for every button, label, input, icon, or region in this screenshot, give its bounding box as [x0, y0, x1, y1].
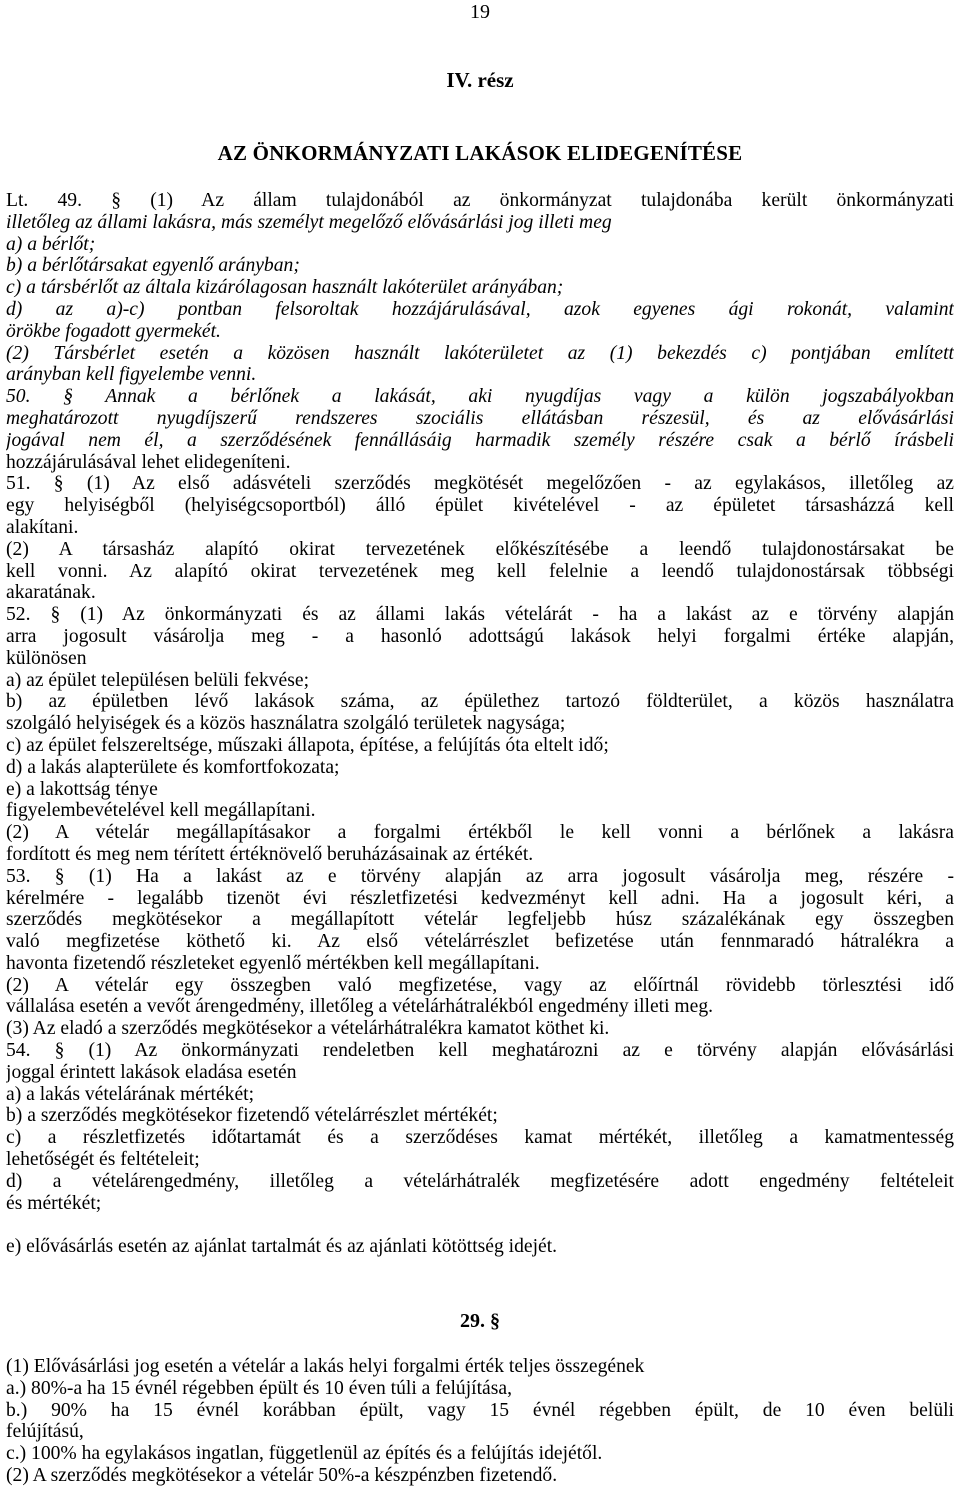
text-line: [6, 1214, 954, 1236]
text-line: (2) Társbérlet esetén a közösen használt lakóterületet az (1) bekezdés c) pontjában említett: [6, 342, 954, 364]
text-line: d) az a)-c) pontban felsoroltak hozzájárulásával, azok egyenes ági rokonát, valamint: [6, 298, 954, 320]
text-line: 52. § (1) Az önkormányzati és az állami lakás vételárát - ha a lakást az e törvény alapján: [6, 604, 954, 626]
document-body: [6, 190, 954, 1258]
text-line: kell vonni. Az alapító okirat tervezetének meg kell felelnie a leendő tulajdonostársak többségi: [6, 560, 954, 582]
text-line: (2) A szerződés megkötésekor a vételár 50%-a készpénzben fizetendő.: [6, 1464, 558, 1486]
text-line: b.) 90% ha 15 évnél korábban épült, vagy 15 évnél régebben épült, de 10 éven belüli: [6, 1399, 954, 1421]
text-line: arra jogosult vásárolja meg - a hasonló adottságú lakások helyi forgalmi értéke alapján,: [6, 625, 954, 647]
text-line: d) a lakás alapterülete és komfortfokozata;: [6, 756, 340, 778]
text-line: b) a szerződés megkötésekor fizetendő vételárrészlet mértékét;: [6, 1105, 498, 1127]
text-line: e) a lakottság ténye: [6, 778, 158, 800]
text-line: b) a bérlőtársakat egyenlő arányban;: [6, 255, 300, 277]
text-line: havonta fizetendő részleteket egyenlő mértékben kell megállapítani.: [6, 952, 540, 974]
text-line: arányban kell figyelembe venni.: [6, 364, 257, 386]
text-line: a) a lakás vételárának mértékét;: [6, 1083, 255, 1105]
text-line: c.) 100% ha egylakásos ingatlan, függetlenül az építés és a felújítás idejétől.: [6, 1443, 603, 1465]
text-line: lehetőségét és feltételeit;: [6, 1149, 200, 1171]
text-line: (2) A társasház alapító okirat tervezetének előkészítésébe a leendő tulajdonostársakat be: [6, 538, 954, 560]
text-line: a) a bérlőt;: [6, 233, 96, 255]
text-line: 53. § (1) Ha a lakást az e törvény alapján az arra jogosult vásárolja meg, részére -: [6, 865, 954, 887]
document-body-2: [6, 1356, 954, 1487]
text-line: a) az épület településen belüli fekvése;: [6, 669, 310, 691]
text-line: c) a részletfizetés időtartamát és a szerződéses kamat mértékét, illetőleg a kamatmentesség: [6, 1127, 954, 1149]
text-line: felújítású,: [6, 1421, 84, 1443]
text-line: 50. § Annak a bérlőnek a lakását, aki nyugdíjas vagy a külön jogszabályokban: [6, 386, 954, 408]
text-line: és mértékét;: [6, 1192, 102, 1214]
text-line: különösen: [6, 647, 87, 669]
part-heading: IV. rész: [446, 68, 514, 92]
text-line: (2) A vételár megállapításakor a forgalmi értékből le kell vonni a bérlőnek a lakásra: [6, 822, 954, 844]
text-line: 54. § (1) Az önkormányzati rendeletben kell meghatározni az e törvény alapján elővásárlási: [6, 1040, 954, 1062]
text-line: c) a társbérlőt az általa kizárólagosan használt lakóterület arányában;: [6, 277, 564, 299]
text-line: fordított és meg nem térített értéknövelő beruházásainak az értékét.: [6, 843, 534, 865]
text-line: jogával nem él, a szerződésének fennállásáig harmadik személy részére csak a bérlő írásbeli: [6, 429, 954, 451]
text-line: való megfizetése köthető ki. Az első vételárrészlet befizetése után fennmaradó hátralékra a: [6, 931, 954, 953]
text-line: vállalása esetén a vevőt árengedmény, illetőleg a vételárhátralékból engedmény illeti meg.: [6, 996, 714, 1018]
text-line: szerződés megkötésekor a megállapított vételár legfeljebb húsz százalékának egy összegben: [6, 909, 954, 931]
text-line: a.) 80%-a ha 15 évnél régebben épült és 10 éven túli a felújítása,: [6, 1377, 512, 1399]
text-line: c) az épület felszereltsége, műszaki állapota, építése, a felújítás óta eltelt idő;: [6, 734, 609, 756]
text-line: szolgáló helyiségek és a közös használatra szolgáló területek nagysága;: [6, 713, 566, 735]
text-line: b) az épületben lévő lakások száma, az épülethez tartozó földterület, a közös használatra: [6, 691, 954, 713]
text-line: 51. § (1) Az első adásvételi szerződés megkötését megelőzően - az egylakásos, illetőleg az: [6, 473, 954, 495]
text-line: illetőleg az állami lakásra, más személyt megelőző elővásárlási jog illeti meg: [6, 211, 612, 233]
text-line: örökbe fogadott gyermekét.: [6, 320, 221, 342]
text-line: joggal érintett lakások eladása esetén: [6, 1061, 297, 1083]
text-line: akaratának.: [6, 582, 96, 604]
text-line: kérelmére - legalább tizenöt évi részletfizetési kedvezményt kell adni. Ha a jogosult kéri, a: [6, 887, 954, 909]
text-line: meghatározott nyugdíjszerű rendszeres szociális ellátásban részesül, és az elővásárlási: [6, 407, 954, 429]
page-number: 19: [470, 1, 490, 23]
text-line: Lt. 49. § (1) Az állam tulajdonából az önkormányzat tulajdonába került önkormányzati: [6, 190, 954, 211]
text-line: (1) Elővásárlási jog esetén a vételár a lakás helyi forgalmi érték teljes összegének: [6, 1356, 645, 1377]
text-line: d) a vételárengedmény, illetőleg a vételárhátralék megfizetésére adott engedmény feltételeit: [6, 1170, 954, 1192]
text-line: hozzájárulásával lehet elidegeníteni.: [6, 451, 291, 473]
text-line: egy helyiségből (helyiségcsoportból) álló épület kivételével - az épületet társasházzá kell: [6, 495, 954, 517]
section-heading: 29. §: [460, 1310, 500, 1332]
text-line: (3) Az eladó a szerződés megkötésekor a vételárhátralékra kamatot köthet ki.: [6, 1018, 610, 1040]
text-line: e) elővásárlás esetén az ajánlat tartalmát és az ajánlati kötöttség idejét.: [6, 1236, 558, 1258]
text-line: alakítani.: [6, 516, 79, 538]
text-line: figyelembevételével kell megállapítani.: [6, 800, 316, 822]
document-title: AZ ÖNKORMÁNYZATI LAKÁSOK ELIDEGENÍTÉSE: [217, 141, 743, 165]
text-line: (2) A vételár egy összegben való megfizetése, vagy az előírtnál rövidebb törlesztési idő: [6, 974, 954, 996]
